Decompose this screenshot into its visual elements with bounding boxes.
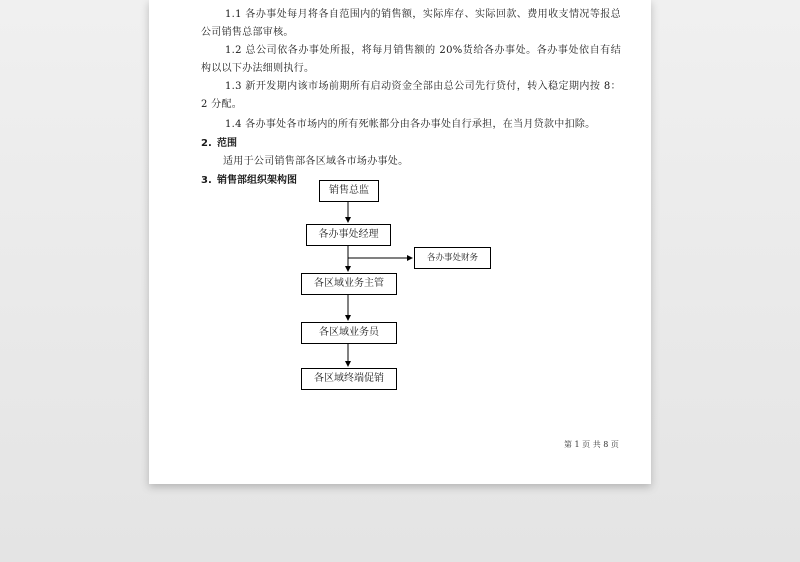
section-3-title: 销售部组织架构图 <box>217 175 297 186</box>
org-node-regional-supervisor: 各区域业务主管 <box>301 273 397 295</box>
org-node-regional-staff: 各区域业务员 <box>301 322 397 344</box>
paragraph-1-4: 1.4 各办事处各市场内的所有死帐都分由各办事处自行承担，在当月贷款中扣除。 <box>225 119 596 130</box>
paragraph-1-1: 1.1 各办事处每月将各自范围内的销售额，实际库存、实际回款、费用收支情况等报总公司销售总部审核。 <box>201 9 621 38</box>
org-node-office-finance: 各办事处财务 <box>414 247 491 269</box>
org-node-office-manager: 各办事处经理 <box>306 224 391 246</box>
org-node-terminal-promoter: 各区域终端促销 <box>301 368 397 390</box>
section-2-number: 2. <box>201 138 212 149</box>
document-page <box>149 0 651 484</box>
section-3-number: 3. <box>201 175 212 186</box>
section-2-body: 适用于公司销售部各区域各市场办事处。 <box>223 156 409 167</box>
org-node-sales-director: 销售总监 <box>319 180 379 202</box>
section-2-title: 范围 <box>217 138 237 149</box>
paragraph-1-2: 1.2 总公司依各办事处所报，将每月销售额的 20%货给各办事处。各办事处依自有结构以以下办法细则执行。 <box>201 45 621 74</box>
org-chart-connectors <box>149 0 651 484</box>
paragraph-1-3: 1.3 新开发期内该市场前期所有启动资金全部由总公司先行贷付，转入稳定期内按 8：2 分配。 <box>201 81 621 110</box>
page-footer: 第 1 页 共 8 页 <box>564 440 619 449</box>
